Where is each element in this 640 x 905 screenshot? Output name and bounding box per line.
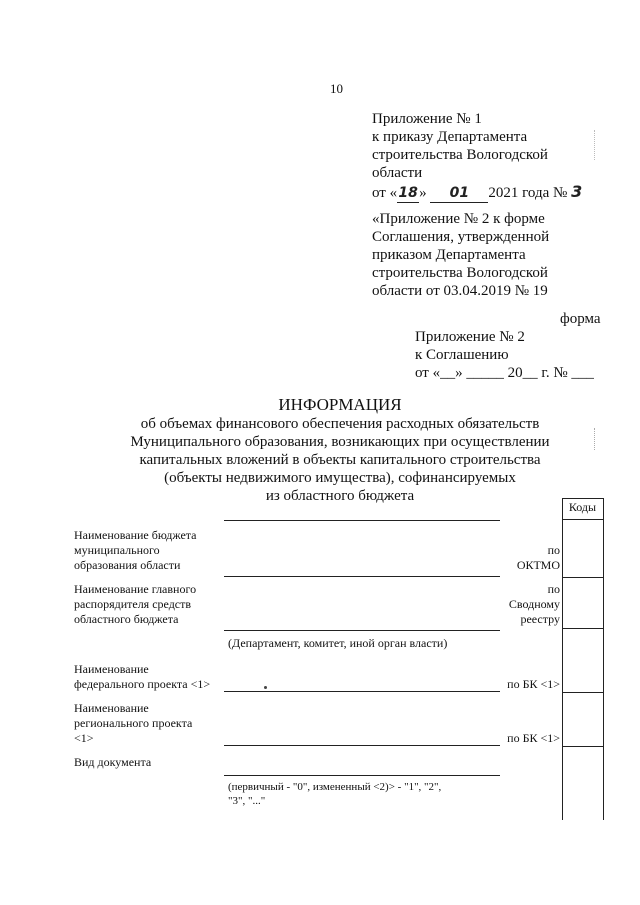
budget-name-label (74, 528, 224, 573)
codes-top-border (562, 498, 603, 499)
manager-hint: (Департамент, комитет, иной орган власти) (228, 636, 448, 650)
scan-artifact (594, 428, 596, 450)
codes-divider-2 (562, 628, 603, 629)
regional-project-label (74, 701, 234, 746)
budget-name-line2: муниципального (74, 543, 160, 557)
date-prefix: от « (372, 185, 398, 201)
oktmo-text: ОКТМО (516, 558, 560, 572)
appendix2-ref-line5: области от 03.04.2019 № 19 (372, 283, 548, 299)
appendix1-block (372, 110, 612, 203)
manager-field-line[interactable] (224, 630, 500, 631)
regional-project-line1: Наименование (74, 701, 149, 715)
agreement-appendix-block (415, 328, 615, 382)
regional-bk-label: по БК <1> (507, 731, 560, 745)
page-number: 10 (330, 81, 343, 96)
appendix1-line2: к приказу Департамента (372, 129, 528, 145)
appendix2-ref-block (372, 210, 612, 300)
registry-po: по (547, 582, 560, 596)
title-line5: из областного бюджета (265, 488, 415, 504)
main-manager-line1: Наименование главного (74, 582, 197, 596)
regional-project-field-line[interactable] (224, 745, 500, 746)
doc-type-label: Вид документа (74, 755, 152, 769)
registry-svodnomu: Сводному (508, 597, 560, 611)
doc-type-hint-line2: "3", "..." (228, 795, 266, 807)
codes-divider-4 (562, 746, 603, 747)
budget-name-line1: Наименование бюджета (74, 528, 197, 542)
codes-header: Коды (568, 500, 597, 514)
title-line2: Муниципального образования, возникающих при осуществлении (130, 434, 550, 450)
registry-reestru: реестру (520, 612, 560, 626)
appendix2-ref-line1: «Приложение № 2 к форме (372, 211, 545, 227)
codes-column (562, 498, 604, 820)
main-manager-line3: областного бюджета (74, 612, 179, 626)
date-mid: » (419, 185, 427, 201)
oktmo-po: по (547, 543, 560, 557)
appendix1-line3: строительства Вологодской (372, 147, 548, 163)
codes-header-border (562, 519, 603, 520)
main-manager-label (74, 582, 224, 627)
doc-type-hint-line1: (первичный - "0", измененный <2)> - "1", "2", (228, 781, 442, 793)
appendix2-ref-line3: приказом Департамента (372, 247, 526, 263)
agreement-appendix-line1: Приложение № 2 (415, 329, 525, 345)
agreement-appendix-line3: от «__» _____ 20__ г. № ___ (415, 365, 594, 381)
handwritten-month: 01 (430, 184, 488, 203)
doc-type-field-line[interactable] (224, 775, 500, 776)
budget-field-top-line (224, 520, 500, 521)
appendix1-line1: Приложение № 1 (372, 111, 482, 127)
agreement-appendix-line2: к Соглашению (415, 347, 509, 363)
budget-name-line3: образования области (74, 558, 181, 572)
form-label: форма (560, 311, 601, 327)
main-manager-line2: распорядителя средств (74, 597, 192, 611)
budget-field-line[interactable] (224, 576, 500, 577)
appendix2-ref-line4: строительства Вологодской (372, 265, 548, 281)
title-line4: (объекты недвижимого имущества), софинансируемых (164, 470, 516, 486)
title-heading: ИНФОРМАЦИЯ (278, 395, 402, 414)
year-text: 2021 года № (488, 185, 568, 201)
handwritten-number: 3 (571, 182, 583, 201)
handwritten-day: 18 (398, 185, 418, 201)
federal-project-line2: федерального проекта <1> (74, 677, 211, 691)
doc-type-hint (228, 780, 508, 808)
federal-project-label (74, 662, 234, 692)
title-line1: об объемах финансового обеспечения расходных обязательств (140, 416, 540, 432)
title-line3: капитальных вложений в объекты капитального строительства (139, 452, 541, 468)
oktmo-code-label (490, 543, 560, 573)
codes-divider-1 (562, 577, 603, 578)
document-title (110, 395, 570, 505)
appendix1-date-line (372, 183, 612, 203)
appendix2-ref-line2: Соглашения, утвержденной (372, 229, 550, 245)
codes-divider-3 (562, 692, 603, 693)
federal-bk-label: по БК <1> (507, 677, 560, 691)
scan-artifact (594, 130, 596, 160)
federal-project-line1: Наименование (74, 662, 149, 676)
appendix1-line4: области (372, 165, 423, 181)
scan-dot (264, 686, 267, 689)
regional-project-line3: <1> (74, 731, 94, 745)
registry-code-label (490, 582, 560, 627)
federal-project-field-line[interactable] (224, 691, 500, 692)
regional-project-line2: регионального проекта (74, 716, 193, 730)
